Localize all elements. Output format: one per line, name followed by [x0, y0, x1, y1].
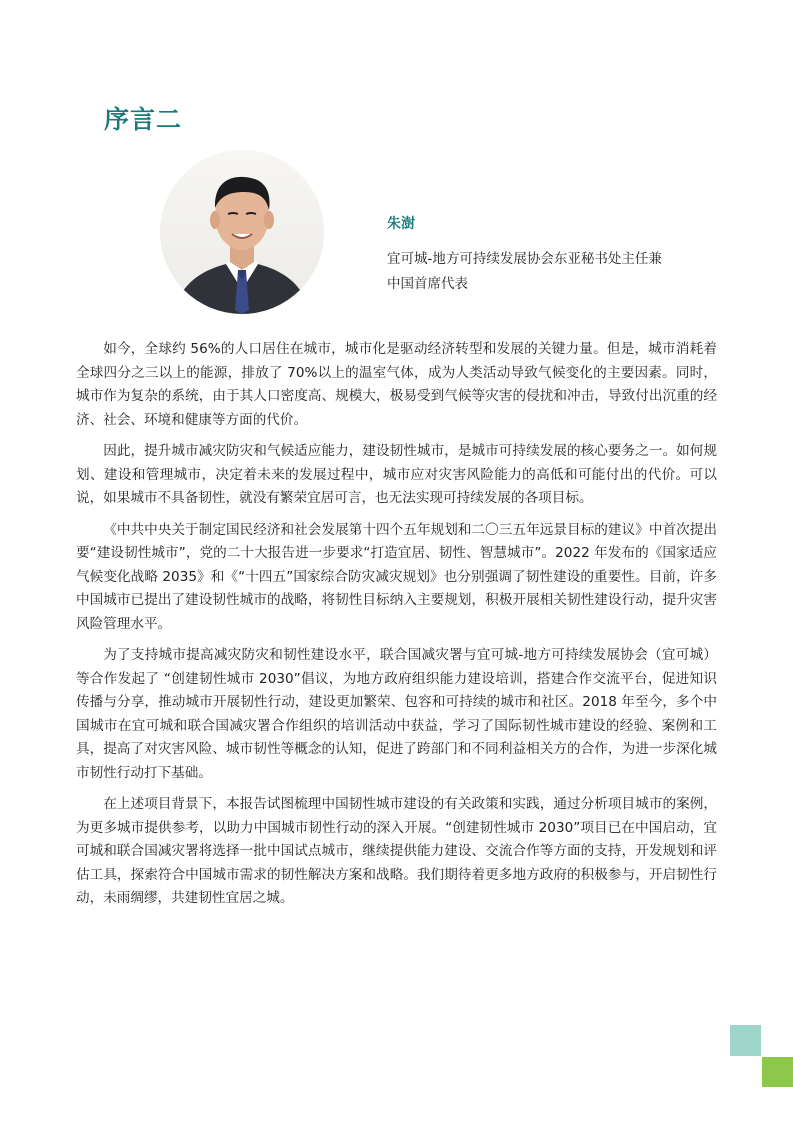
portrait-image: [160, 150, 324, 314]
paragraph-5: 在上述项目背景下，本报告试图梳理中国韧性城市建设的有关政策和实践，通过分析项目城市的案例，为更多城市提供参考，以助力中国城市韧性行动的深入开展。“创建韧性城市 2030”项目已在中国启动，宜可城和联合国减灾署将选择一批中国试点城市，继续提供能力建设、交流合作等方面的支持，开发规划和评估工具，探索符合中国城市需求的韧性解决方案和战略。我们期待着更多地方政府的积极参与，开启韧性行动，未雨绸缪，共建韧性宜居之城。: [76, 796, 717, 906]
paragraph-2: 因此，提升城市减灾防灾和气候适应能力，建设韧性城市，是城市可持续发展的核心要务之一。如何规划、建设和管理城市，决定着未来的发展过程中，城市应对灾害风险能力的高低和可能付出的代价。可以说，如果城市不具备韧性，就没有繁荣宜居可言，也无法实现可持续发展的各项目标。: [76, 443, 717, 506]
foreword-body: [76, 338, 717, 919]
author-affiliation: [387, 247, 717, 297]
decorative-square-green: [762, 1057, 793, 1087]
author-portrait: [160, 150, 324, 314]
author-name: 朱澍: [387, 216, 415, 232]
page-title: 序言二: [104, 105, 183, 134]
decorative-square-teal: [730, 1025, 761, 1056]
author-title-line-1: 宜可城-地方可持续发展协会东亚秘书处主任兼: [387, 251, 662, 267]
author-title-line-2: 中国首席代表: [387, 276, 468, 292]
paragraph-4: 为了支持城市提高减灾防灾和韧性建设水平，联合国减灾署与宜可城-地方可持续发展协会（宜可城）等合作发起了 “创建韧性城市 2030”倡议，为地方政府组织能力建设培训，搭建合作交流平台，促进知识传播与分享，推动城市开展韧性行动，建设更加繁荣、包容和可持续的城市和社区。2018 年至今，多个中国城市在宜可城和联合国减灾署合作组织的培训活动中获益，学习了国际韧性城市建设的经验、案例和工具，提高了对灾害风险、城市韧性等概念的认知，促进了跨部门和不同利益相关方的合作，为进一步深化城市韧性行动打下基础。: [76, 647, 717, 781]
paragraph-1: 如今，全球约 56%的人口居住在城市，城市化是驱动经济转型和发展的关键力量。但是，城市消耗着全球四分之三以上的能源，排放了 70%以上的温室气体，成为人类活动导致气候变化的主要因素。同时，城市作为复杂的系统，由于其人口密度高、规模大，极易受到气候等灾害的侵扰和冲击，导致付出沉重的经济、社会、环境和健康等方面的代价。: [76, 341, 717, 428]
paragraph-3: 《中共中央关于制定国民经济和社会发展第十四个五年规划和二〇三五年远景目标的建议》中首次提出要“建设韧性城市”，党的二十大报告进一步要求“打造宜居、韧性、智慧城市”。2022 年发布的《国家适应气候变化战略 2035》和《“十四五”国家综合防灾减灾规划》也分别强调了韧性建设的重要性。目前，许多中国城市已提出了建设韧性城市的战略，将韧性目标纳入主要规划，积极开展相关韧性建设行动，提升灾害风险管理水平。: [76, 521, 717, 632]
